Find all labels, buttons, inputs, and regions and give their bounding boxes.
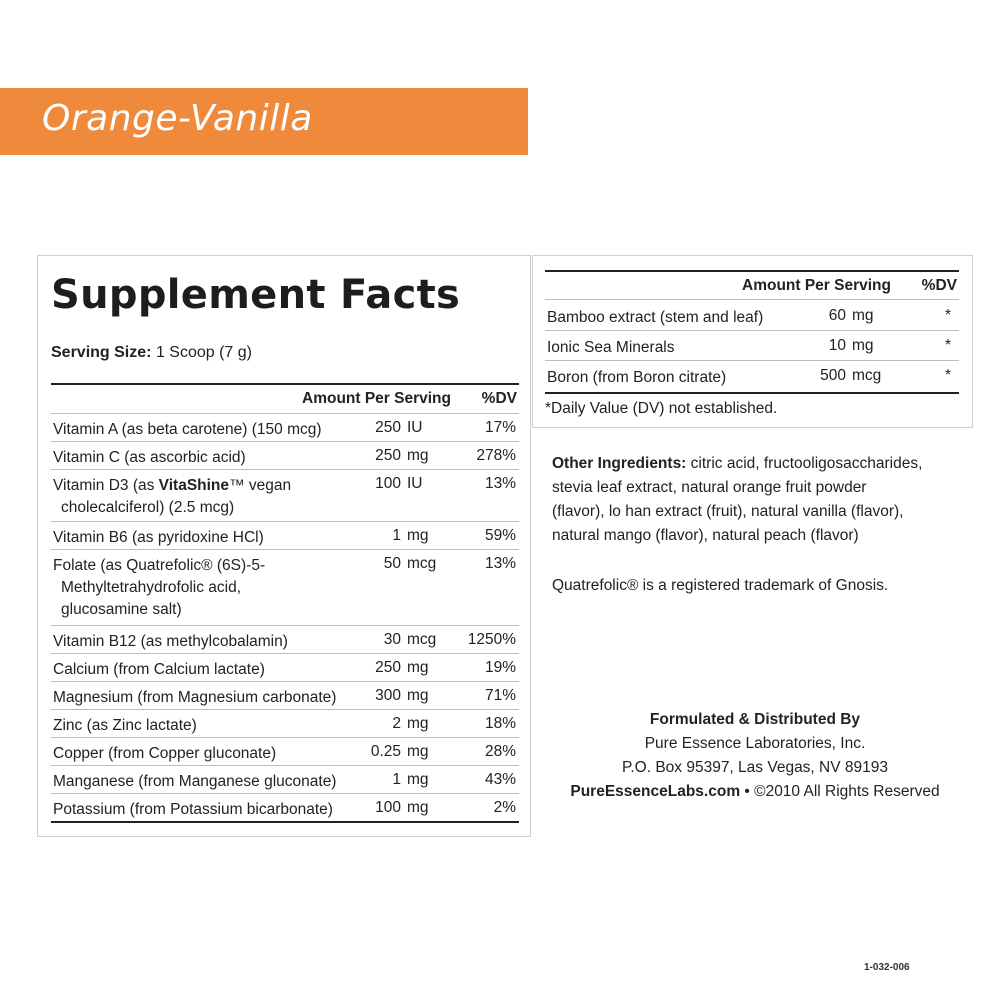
ingredient-unit: mcg bbox=[852, 367, 882, 384]
serving-size bbox=[51, 344, 252, 362]
ingredient-dv: * bbox=[944, 367, 951, 384]
nutrient-unit: IU bbox=[407, 475, 423, 492]
nutrient-name: Vitamin A (as beta carotene) (150 mcg) bbox=[53, 421, 322, 438]
product-code: 1-032-006 bbox=[864, 962, 910, 973]
distributor-address: P.O. Box 95397, Las Vegas, NV 89193 bbox=[622, 759, 888, 776]
nutrient-amount: 250 bbox=[375, 419, 401, 436]
bottom-rule bbox=[545, 392, 959, 394]
nutrient-dv: 43% bbox=[484, 771, 516, 788]
table-row bbox=[51, 442, 519, 470]
ingredient-amount: 60 bbox=[828, 307, 846, 324]
additional-ingredients-panel bbox=[532, 255, 973, 428]
brand-name: VitaShine bbox=[158, 477, 230, 494]
nutrient-name: Vitamin B12 (as methylcobalamin) bbox=[53, 633, 288, 650]
nutrient-amount: 2 bbox=[392, 715, 401, 732]
nutrient-name: Manganese (from Manganese gluconate) bbox=[53, 773, 337, 790]
table-row bbox=[545, 300, 959, 331]
ingredient-dv: * bbox=[944, 307, 951, 324]
nutrient-dv: 18% bbox=[484, 715, 516, 732]
nutrient-unit: mg bbox=[407, 799, 429, 816]
dv-header: %DV bbox=[921, 277, 957, 294]
nutrient-unit: mg bbox=[407, 743, 429, 760]
nutrient-name bbox=[53, 555, 265, 621]
ingredient-name: Boron (from Boron citrate) bbox=[547, 369, 727, 386]
nutrient-name-line: cholecalciferol) (2.5 mcg) bbox=[61, 499, 235, 516]
trademark-note: Quatrefolic® is a registered trademark of Gnosis. bbox=[552, 577, 889, 594]
nutrient-name-line: vegan bbox=[244, 477, 292, 494]
flavor-banner bbox=[0, 88, 528, 155]
other-facts-table bbox=[545, 272, 959, 391]
other-ingredients bbox=[552, 452, 922, 548]
nutrient-dv: 17% bbox=[484, 419, 516, 436]
other-ingredients-label: Other Ingredients: bbox=[552, 455, 687, 472]
table-row bbox=[545, 361, 959, 391]
nutrient-name bbox=[53, 475, 291, 519]
serving-size-label: Serving Size: bbox=[51, 344, 152, 361]
nutrient-name: Vitamin B6 (as pyridoxine HCl) bbox=[53, 529, 264, 546]
nutrient-amount: 0.25 bbox=[370, 743, 401, 760]
nutrient-name-line: Folate (as Quatrefolic® (6S)-5- bbox=[53, 557, 266, 574]
nutrient-dv: 13% bbox=[484, 475, 516, 492]
amount-header: Amount Per Serving bbox=[302, 390, 451, 407]
nutrient-name-line: Methyltetrahydrofolic acid, bbox=[61, 579, 242, 596]
nutrient-amount: 250 bbox=[375, 447, 401, 464]
nutrient-name: Zinc (as Zinc lactate) bbox=[53, 717, 197, 734]
table-row bbox=[51, 682, 519, 710]
table-row bbox=[51, 414, 519, 442]
nutrient-name: Magnesium (from Magnesium carbonate) bbox=[53, 689, 337, 706]
nutrient-dv: 1250% bbox=[467, 631, 516, 648]
nutrient-name: Copper (from Copper gluconate) bbox=[53, 745, 277, 762]
nutrient-dv: 71% bbox=[484, 687, 516, 704]
table-row bbox=[51, 626, 519, 654]
nutrient-amount: 1 bbox=[392, 771, 401, 788]
nutrient-amount: 30 bbox=[383, 631, 401, 648]
distributor-web bbox=[540, 780, 970, 804]
nutrient-unit: mg bbox=[407, 447, 429, 464]
nutrient-amount: 100 bbox=[375, 799, 401, 816]
other-ingredients-text: stevia leaf extract, natural orange fruit powder bbox=[552, 479, 867, 496]
trademark-symbol: ™ bbox=[229, 477, 245, 494]
facts-header-row bbox=[51, 385, 519, 414]
nutrient-dv: 59% bbox=[484, 527, 516, 544]
distributor-block bbox=[540, 708, 970, 804]
dv-header: %DV bbox=[481, 390, 517, 407]
nutrient-amount: 250 bbox=[375, 659, 401, 676]
nutrient-unit: mg bbox=[407, 527, 429, 544]
rights-text: • ©2010 All Rights Reserved bbox=[740, 783, 940, 800]
nutrient-unit: IU bbox=[407, 419, 423, 436]
ingredient-unit: mg bbox=[852, 337, 874, 354]
facts-title: Supplement Facts bbox=[51, 272, 461, 318]
flavor-title: Orange-Vanilla bbox=[42, 98, 313, 139]
bottom-rule bbox=[51, 821, 519, 823]
other-ingredients-text: natural mango (flavor), natural peach (flavor) bbox=[552, 527, 859, 544]
facts-table bbox=[51, 385, 519, 824]
ingredient-amount: 500 bbox=[820, 367, 846, 384]
distributor-company: Pure Essence Laboratories, Inc. bbox=[644, 735, 866, 752]
nutrient-unit: mg bbox=[407, 771, 429, 788]
nutrient-amount: 100 bbox=[375, 475, 401, 492]
nutrient-dv: 19% bbox=[484, 659, 516, 676]
facts-header-row bbox=[545, 272, 959, 300]
distributor-heading: Formulated & Distributed By bbox=[649, 711, 861, 728]
nutrient-dv: 28% bbox=[484, 743, 516, 760]
nutrient-unit: mcg bbox=[407, 555, 437, 572]
nutrient-unit: mcg bbox=[407, 631, 437, 648]
nutrient-unit: mg bbox=[407, 687, 429, 704]
table-row bbox=[51, 766, 519, 794]
ingredient-name: Ionic Sea Minerals bbox=[547, 339, 675, 356]
ingredient-name: Bamboo extract (stem and leaf) bbox=[547, 309, 764, 326]
website-link[interactable]: PureEssenceLabs.com bbox=[570, 783, 741, 800]
nutrient-name: Vitamin C (as ascorbic acid) bbox=[53, 449, 246, 466]
nutrient-name: Potassium (from Potassium bicarbonate) bbox=[53, 801, 333, 818]
table-row bbox=[51, 794, 519, 824]
nutrient-dv: 13% bbox=[484, 555, 516, 572]
table-row bbox=[545, 331, 959, 361]
other-ingredients-text: citric acid, fructooligosaccharides, bbox=[686, 455, 923, 472]
nutrient-dv: 278% bbox=[476, 447, 516, 464]
table-row bbox=[51, 550, 519, 626]
nutrient-dv: 2% bbox=[493, 799, 516, 816]
nutrient-unit: mg bbox=[407, 715, 429, 732]
table-row bbox=[51, 738, 519, 766]
table-row bbox=[51, 470, 519, 522]
nutrient-amount: 50 bbox=[383, 555, 401, 572]
table-row bbox=[51, 710, 519, 738]
ingredient-amount: 10 bbox=[828, 337, 846, 354]
nutrient-name: Calcium (from Calcium lactate) bbox=[53, 661, 265, 678]
supplement-facts-panel bbox=[37, 255, 531, 837]
ingredient-dv: * bbox=[944, 337, 951, 354]
amount-header: Amount Per Serving bbox=[742, 277, 891, 294]
other-ingredients-text: (flavor), lo han extract (fruit), natural vanilla (flavor), bbox=[552, 503, 904, 520]
nutrient-name-line: glucosamine salt) bbox=[61, 601, 182, 618]
nutrient-amount: 300 bbox=[375, 687, 401, 704]
nutrient-name-line: Vitamin D3 (as bbox=[53, 477, 159, 494]
dv-note: *Daily Value (DV) not established. bbox=[545, 400, 778, 417]
ingredient-unit: mg bbox=[852, 307, 874, 324]
table-row bbox=[51, 522, 519, 550]
serving-size-value: 1 Scoop (7 g) bbox=[155, 344, 252, 361]
nutrient-unit: mg bbox=[407, 659, 429, 676]
nutrient-amount: 1 bbox=[392, 527, 401, 544]
table-row bbox=[51, 654, 519, 682]
